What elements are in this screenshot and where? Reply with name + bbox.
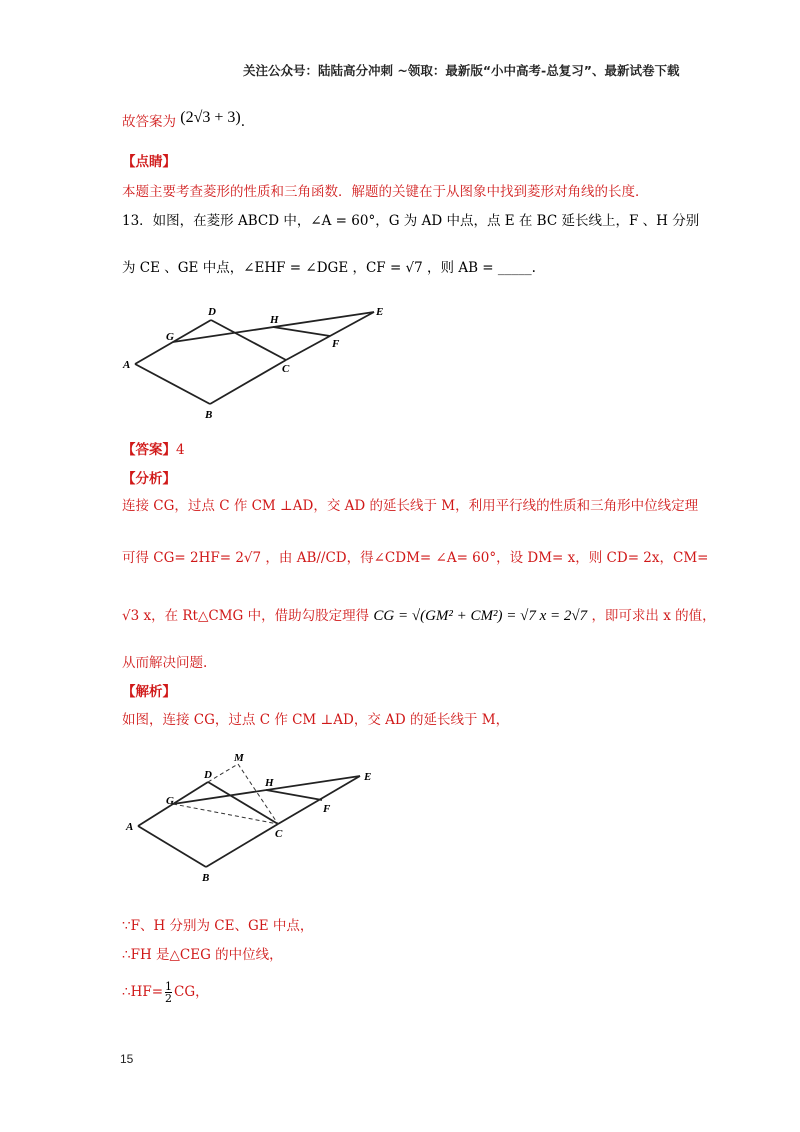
segment-BC [210, 360, 286, 404]
question-13-line1: 13．如图，在菱形 ABCD 中，∠A = 60°，G 为 AD 中点，点 E 在 BC 延长线上，F 、H 分别 [122, 213, 700, 229]
fraction-numerator: 1 [165, 980, 173, 993]
dianjing-tag: 【点睛】 [122, 154, 176, 170]
segment-HF [273, 327, 330, 336]
label-H: H [265, 777, 274, 789]
solution-line4-pre: ∴HF= [122, 984, 164, 1000]
solution-line2: ∵F、H 分别为 CE、GE 中点， [122, 918, 314, 934]
label-B: B [205, 409, 213, 421]
analysis-tag: 【分析】 [122, 471, 176, 487]
page-number: 15 [120, 1052, 134, 1066]
label-M: M [234, 752, 244, 764]
label-D: D [208, 306, 216, 318]
question-13-line2: 为 CE 、GE 中点，∠EHF = ∠DGE ，CF = √7 ，则 AB = _____. [122, 260, 536, 276]
segment-DM-dashed [208, 764, 238, 782]
analysis-line3-post: ，即可求出 x 的值， [591, 608, 716, 624]
answer-tag: 【答案】 [122, 442, 176, 458]
label-F: F [323, 803, 331, 815]
rhombus-figure-2 [118, 750, 378, 885]
label-H: H [270, 314, 279, 326]
solution-line4 [122, 980, 209, 1004]
solution-tag: 【解析】 [122, 684, 176, 700]
answer-block [122, 438, 185, 458]
analysis-line4: 从而解决问题. [122, 655, 208, 671]
label-A: A [126, 821, 134, 833]
solution-line1: 如图，连接 CG，过点 C 作 CM ⊥AD，交 AD 的延长线于 M， [122, 712, 510, 728]
label-C: C [282, 363, 290, 375]
segment-AB [135, 364, 210, 404]
label-E: E [364, 771, 372, 783]
answer-suffix: . [240, 114, 246, 130]
solution-line4-post: CG， [174, 984, 209, 1000]
solution-line3: ∴FH 是△CEG 的中位线， [122, 947, 283, 963]
one-half-fraction [165, 981, 172, 1004]
analysis-line3-math: CG = √(GM² + CM²) = √7 x = 2√7 [373, 608, 588, 624]
answer-math: (2√3 + 3) [180, 109, 241, 126]
label-A: A [123, 359, 131, 371]
fraction-denominator: 2 [165, 992, 173, 1005]
segment-BC [206, 824, 278, 867]
label-G: G [166, 331, 174, 343]
label-F: F [332, 338, 340, 350]
dianjing-text: 本题主要考查菱形的性质和三角函数．解题的关键在于从图象中找到菱形对角线的长度． [122, 184, 649, 200]
analysis-line3-pre: √3 x，在 Rt△CMG 中，借助勾股定理得 [122, 608, 370, 624]
answer-line [122, 110, 245, 131]
segment-AB [138, 826, 206, 867]
analysis-line2: 可得 CG= 2HF= 2√7 ，由 AB//CD，得∠CDM= ∠A= 60°，设 DM= x，则 CD= 2x，CM= [122, 550, 709, 566]
analysis-line1: 连接 CG，过点 C 作 CM ⊥AD，交 AD 的延长线于 M，利用平行线的性质和三角形中位线定理 [122, 498, 699, 514]
answer-value: 4 [176, 442, 185, 458]
rhombus-figure-1 [118, 300, 398, 425]
label-B: B [202, 872, 210, 884]
label-E: E [376, 306, 384, 318]
analysis-line3 [122, 604, 716, 625]
segment-HF [266, 790, 322, 800]
answer-prefix: 故答案为 [122, 114, 176, 130]
label-C: C [275, 828, 283, 840]
label-G: G [166, 795, 174, 807]
page-header: 关注公众号：陆陆高分冲刺 ~领取：最新版“小中高考-总复习”、最新试卷下载 [243, 63, 680, 78]
label-D: D [204, 769, 212, 781]
